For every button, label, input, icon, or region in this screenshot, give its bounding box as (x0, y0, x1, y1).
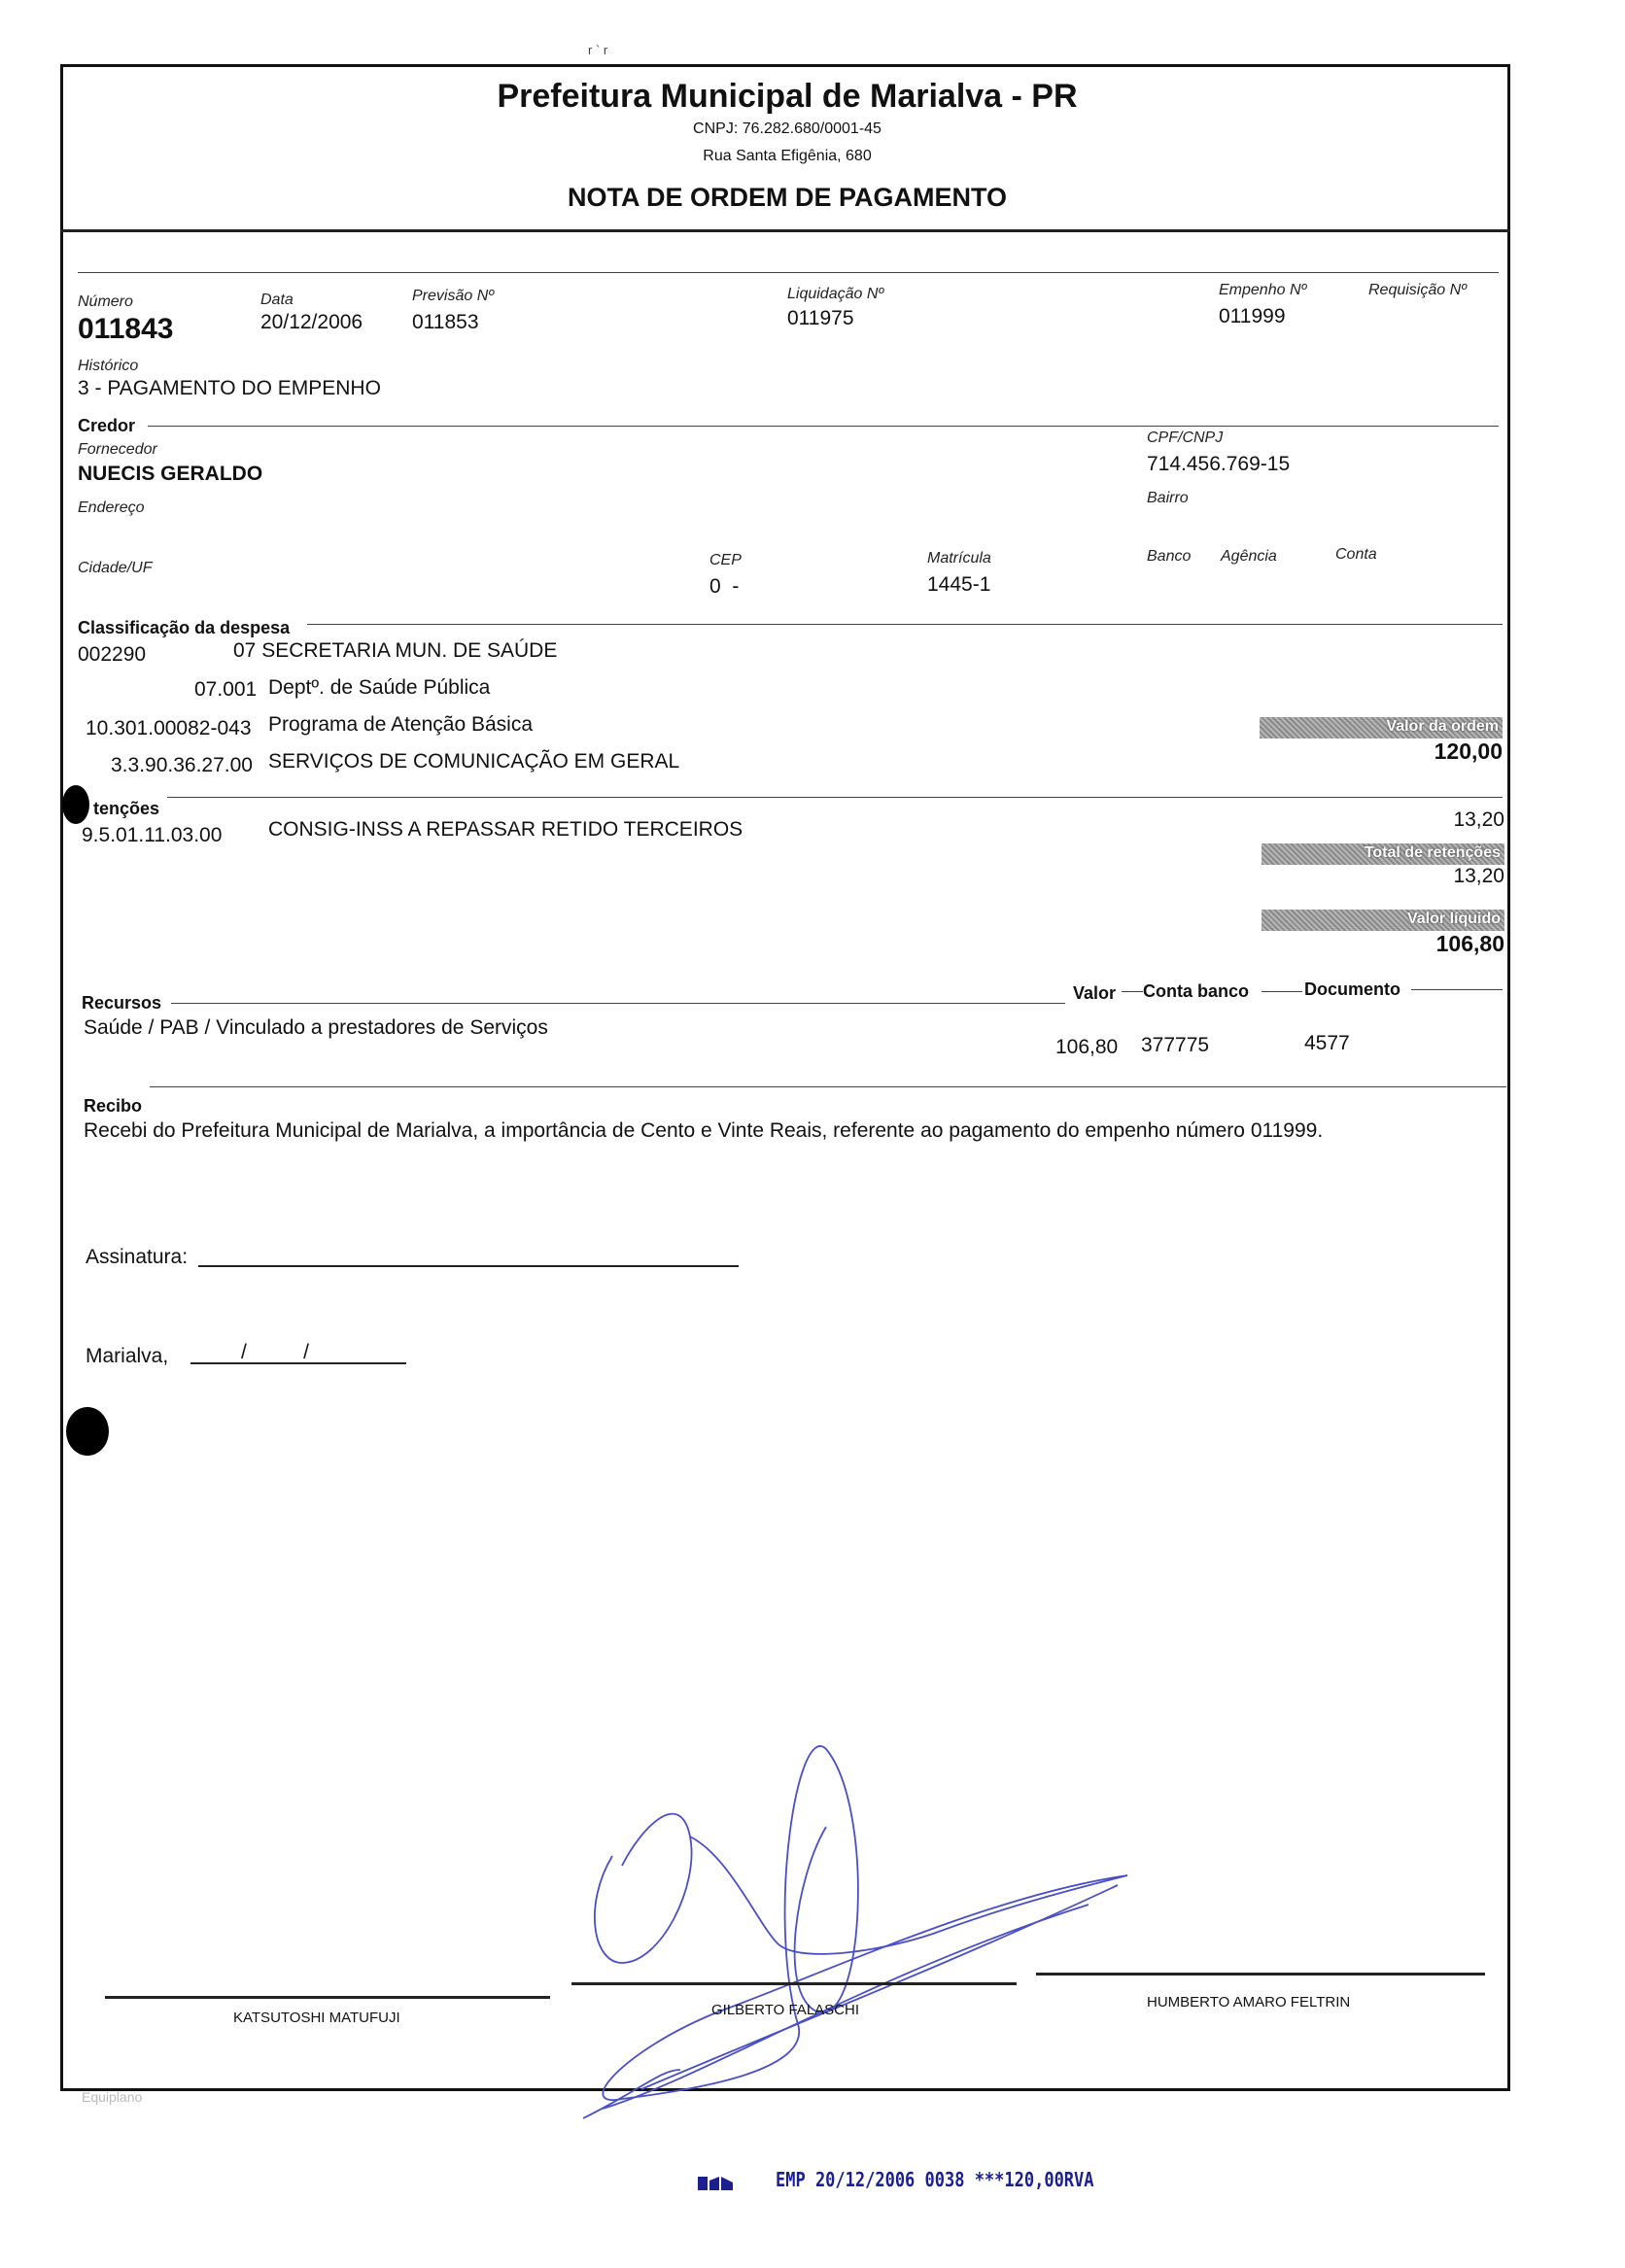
signatory-1: KATSUTOSHI MATUFUJI (233, 2010, 400, 2026)
data-value: 20/12/2006 (260, 311, 363, 333)
classificacao-divider (307, 624, 1503, 625)
recurso-valor: 106,80 (1055, 1036, 1119, 1058)
valor-liquido-value: 106,80 (1435, 931, 1504, 956)
banco-label: Banco (1147, 548, 1192, 565)
valor-column-label: Valor (1073, 983, 1117, 1003)
classificacao-desc-2: Deptº. de Saúde Pública (268, 676, 491, 699)
classificacao-code-4: 3.3.90.36.27.00 (111, 754, 253, 776)
classificacao-code-2: 07.001 (194, 678, 258, 701)
previsao-label: Previsão Nº (412, 288, 495, 304)
classificacao-code-3: 10.301.00082-043 (86, 717, 252, 739)
signatory-3: HUMBERTO AMARO FELTRIN (1147, 1994, 1351, 2010)
empenho-label: Empenho Nº (1219, 282, 1307, 298)
classificacao-desc-3: Programa de Atenção Básica (268, 713, 533, 736)
documento-column-label: Documento (1304, 979, 1400, 999)
liquidacao-value: 011975 (787, 307, 854, 329)
recursos-divider-2 (1122, 991, 1143, 992)
equiplano-watermark: Equiplano (82, 2089, 143, 2105)
numero-label: Número (78, 293, 133, 310)
empenho-value: 011999 (1219, 305, 1286, 327)
liquidacao-label: Liquidação Nº (787, 286, 884, 302)
credor-section-title: Credor (78, 416, 136, 435)
historico-label: Histórico (78, 358, 139, 374)
signature-line-1 (105, 1996, 550, 1999)
previsao-value: 011853 (412, 311, 479, 333)
address-line: Rua Santa Efigênia, 680 (703, 148, 872, 164)
punch-hole-top (62, 785, 89, 824)
total-retencoes-label: Total de retenções (1364, 844, 1501, 861)
total-retencoes-bar (1262, 843, 1504, 865)
retencoes-section-title: tenções (93, 799, 160, 818)
retencao-desc: CONSIG-INSS A REPASSAR RETIDO TERCEIROS (268, 818, 743, 841)
total-retencoes-value: 13,20 (1453, 865, 1504, 887)
recursos-divider-4 (1411, 989, 1503, 990)
recursos-divider (171, 1003, 1065, 1004)
valor-ordem-label: Valor da ordem (1386, 718, 1499, 735)
cidade-label: Cidade/UF (78, 560, 153, 576)
requisicao-label: Requisição Nº (1368, 282, 1467, 298)
valor-ordem-bar (1260, 717, 1503, 739)
numero-value: 011843 (78, 313, 174, 345)
retencoes-divider (167, 797, 1503, 798)
data-label: Data (260, 292, 294, 308)
retencao-code: 9.5.01.11.03.00 (82, 824, 223, 846)
matricula-value: 1445-1 (927, 573, 991, 596)
fornecedor-value: NUECIS GERALDO (78, 463, 263, 485)
signature-line-2 (571, 1982, 1017, 1985)
date-slashes: / / (241, 1341, 310, 1363)
document-title: NOTA DE ORDEM DE PAGAMENTO (567, 183, 1007, 212)
recibo-section-title: Recibo (84, 1096, 143, 1116)
recursos-divider-3 (1262, 991, 1302, 992)
recurso-conta-banco: 377775 (1141, 1034, 1210, 1056)
signatory-2: GILBERTO FALASCHI (711, 2002, 859, 2018)
conta-banco-column-label: Conta banco (1143, 981, 1250, 1001)
recurso-desc: Saúde / PAB / Vinculado a prestadores de Serviços (84, 1016, 548, 1039)
assinatura-label: Assinatura: (86, 1246, 189, 1268)
page-title: Prefeitura Municipal de Marialva - PR (497, 78, 1078, 115)
assinatura-line (198, 1265, 739, 1267)
scan-marks: r ` r (588, 43, 608, 57)
agencia-label: Agência (1221, 548, 1277, 565)
header-divider (60, 229, 1510, 232)
valor-liquido-bar (1262, 910, 1504, 931)
conta-label: Conta (1335, 546, 1377, 563)
endereco-label: Endereço (78, 499, 145, 516)
cpf-label: CPF/CNPJ (1147, 430, 1224, 446)
historico-value: 3 - PAGAMENTO DO EMPENHO (78, 377, 381, 399)
fornecedor-label: Fornecedor (78, 441, 157, 458)
matricula-label: Matrícula (927, 550, 991, 567)
recibo-text: Recebi do Prefeitura Municipal de Marialva, a importância de Cento e Vinte Reais, referente ao pagamento do empenho número 011999. (84, 1119, 1324, 1142)
recursos-section-title: Recursos (82, 993, 162, 1013)
ids-divider (78, 272, 1499, 273)
retencao-value: 13,20 (1453, 808, 1504, 831)
recurso-documento: 4577 (1304, 1032, 1350, 1054)
cnpj-line: CNPJ: 76.282.680/0001-45 (693, 120, 882, 137)
stamp-logo-icon (696, 2173, 735, 2194)
signature-line-3 (1036, 1973, 1485, 1976)
punch-hole-bottom (66, 1407, 109, 1456)
handwritten-signature (583, 1720, 1147, 2128)
valor-liquido-label: Valor líquido (1406, 911, 1501, 927)
processing-stamp: EMP 20/12/2006 0038 ***120,00RVA (776, 2169, 1094, 2192)
cep-value: 0 - (709, 575, 740, 598)
classificacao-desc-4: SERVIÇOS DE COMUNICAÇÃO EM GERAL (268, 750, 680, 773)
recibo-divider (150, 1086, 1506, 1087)
bairro-label: Bairro (1147, 490, 1189, 506)
local-label: Marialva, (86, 1345, 169, 1367)
classificacao-desc-1: 07 SECRETARIA MUN. DE SAÚDE (233, 639, 558, 662)
credor-divider (148, 426, 1499, 427)
classificacao-code-1: 002290 (78, 643, 147, 666)
classificacao-section-title: Classificação da despesa (78, 618, 291, 637)
cpf-value: 714.456.769-15 (1147, 453, 1291, 475)
valor-ordem-value: 120,00 (1434, 739, 1503, 764)
cep-label: CEP (709, 552, 742, 568)
